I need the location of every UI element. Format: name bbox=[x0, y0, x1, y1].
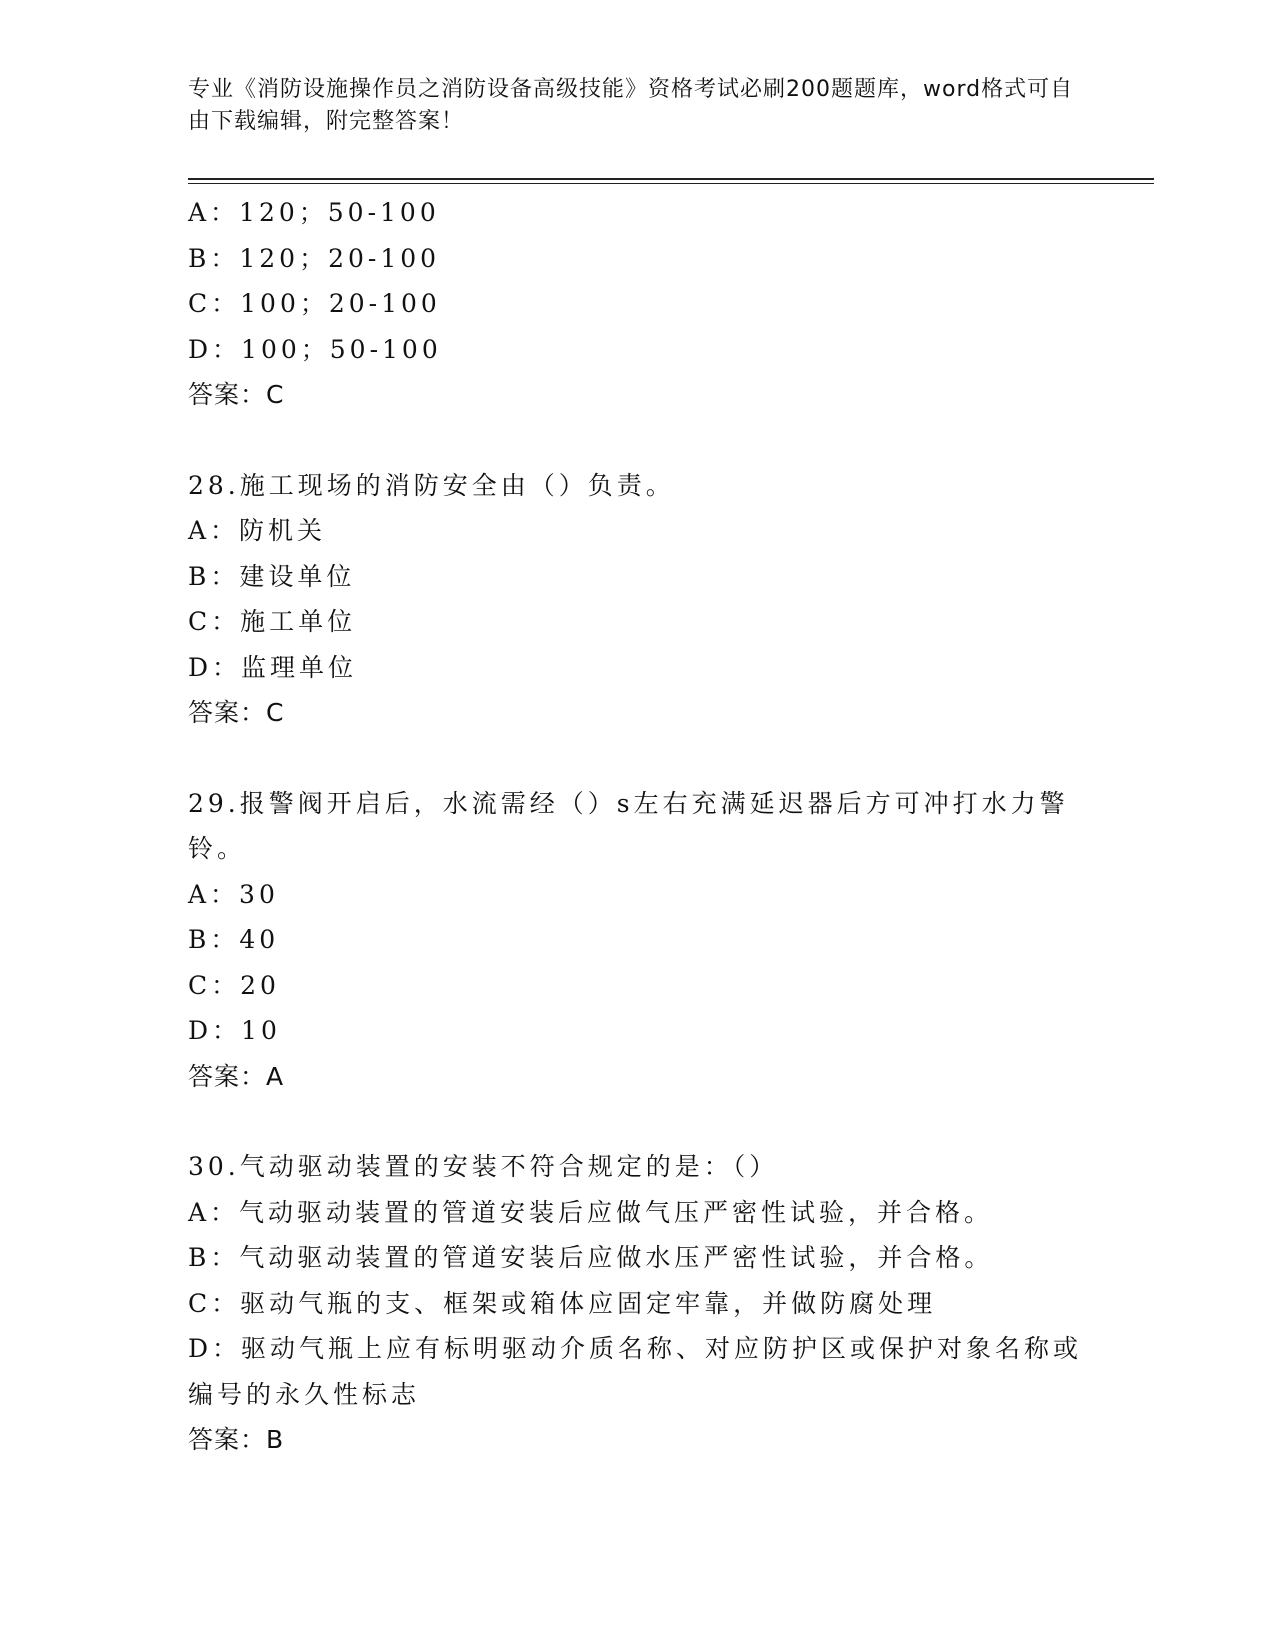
answer: 答案：C bbox=[188, 698, 285, 727]
question-29 bbox=[188, 781, 1088, 1100]
option-a: A：120；50-100 bbox=[188, 198, 440, 227]
question-spacer bbox=[188, 418, 1088, 463]
question-spacer bbox=[188, 736, 1088, 781]
option-d: D：100；50-100 bbox=[188, 334, 442, 364]
option-c: C：驱动气瓶的支、框架或箱体应固定牢靠，并做防腐处理 bbox=[188, 1288, 937, 1318]
option-a: A：防机关 bbox=[188, 516, 327, 545]
answer: 答案：C bbox=[188, 380, 285, 409]
question-text: 28.施工现场的消防安全由（）负责。 bbox=[188, 470, 675, 500]
option-b: B：气动驱动装置的管道安装后应做水压严密性试验，并合格。 bbox=[188, 1243, 994, 1272]
header-divider-thin bbox=[188, 183, 1154, 184]
question-28 bbox=[188, 463, 1088, 736]
answer: 答案：B bbox=[188, 1425, 285, 1454]
option-c: C：施工单位 bbox=[188, 607, 357, 636]
question-text: 30.气动驱动装置的安装不符合规定的是：（） bbox=[188, 1152, 779, 1181]
option-b: B：120；20-100 bbox=[188, 243, 441, 273]
question-27 bbox=[188, 190, 1088, 418]
option-a: A：30 bbox=[188, 879, 279, 909]
question-30 bbox=[188, 1144, 1088, 1463]
option-c: C：100；20-100 bbox=[188, 289, 441, 318]
option-b: B：建设单位 bbox=[188, 561, 356, 591]
option-a: A：气动驱动装置的管道安装后应做气压严密性试验，并合格。 bbox=[188, 1197, 994, 1227]
question-text: 29.报警阀开启后，水流需经（）s左右充满延迟器后方可冲打水力警铃。 bbox=[188, 788, 1069, 863]
option-d: D：驱动气瓶上应有标明驱动介质名称、对应防护区或保护对象名称或编号的永久性标志 bbox=[188, 1334, 1083, 1409]
option-c: C：20 bbox=[188, 970, 280, 1000]
answer: 答案：A bbox=[188, 1061, 285, 1091]
question-list bbox=[188, 190, 1088, 1463]
document-intro: 专业《消防设施操作员之消防设备高级技能》资格考试必刷200题题库，word格式可自由下载编辑，附完整答案！ bbox=[188, 77, 1074, 134]
header-divider bbox=[188, 178, 1154, 180]
option-d: D：10 bbox=[188, 1016, 281, 1045]
option-b: B：40 bbox=[188, 925, 280, 954]
option-d: D：监理单位 bbox=[188, 652, 358, 682]
question-spacer bbox=[188, 1099, 1088, 1144]
